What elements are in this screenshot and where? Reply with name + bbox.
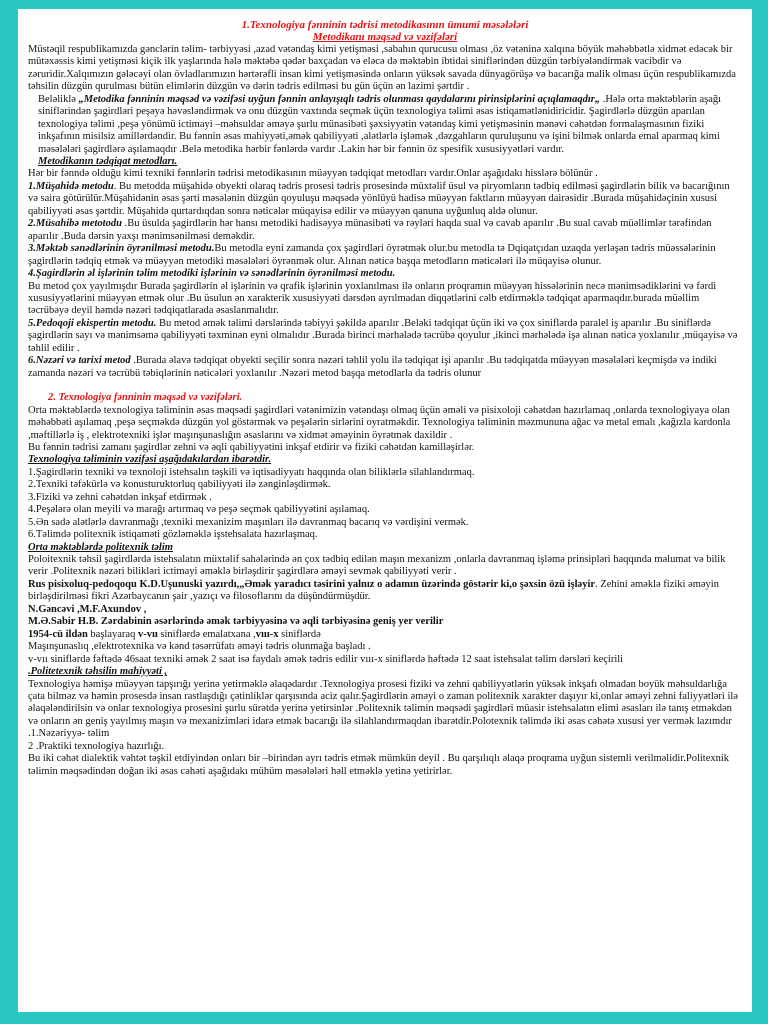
section-2-paragraph-2: Bu fənnin tədrisi zamanı şagirdlər zehni və əqli qabiliyyətini inkşaf etdirir və fiziki cəhətdən kamilləşirlər. [28,441,475,453]
year-1954-line [28,629,742,641]
task-item-2: 2.Texniki təfəkürlə və konusturuktorluq qabiliyyəti ilə zənginləşdirmək. [28,479,331,491]
method-2-text: .Bu üsulda şagirdlərin hər hansı metodiki hadisəyyə münasibəti və rəyləri haqda sual və cavab aparılır .Bu sual cavab müəllimlər tərəfindən aparılır .Buda dərsin yaxşı mənimsənilməsi deməkdir. [28,218,712,242]
tasks-heading: Texnologiya təliminin vəzifəsi aşağıdakılardan ibarətdir. [28,454,272,466]
polytechnic-paragraph-2: . Zehini əməklə fiziki əməyin birləşdirilməsi fikri Azərbaycanın şair ,yazıçı və filosoflarını da düşündürmüşdür. [28,578,719,603]
method-4-title: 4.Şagirdlərin əl işlərinin təlim metodiki işlərinin və sənədlərinin öyrənilməsi metodu. [28,268,396,280]
grades-viii-x: vııı-x [255,628,279,640]
polytechnic-heading: Orta məktəblərdə politexnik təlim [28,541,173,553]
method-5-text: Bu metod əmək təlimi dərslərində təbiyyi şəkildə aparılır .Beləki tədqiqat üçün iki və çox siniflərdə paralel iş aparılır .Bu siniflərdə şagirdlərin sayı və mənimsəmə qabiliyyəti təxminən eyni olmalıdır .Burada birinci mərhələdə təcrübə qoyulur ,ikinci mərhələdə işə alınan nəticə yoxlanılır ,müqayisə və təhlil edilir . [28,317,738,354]
document-body [28,19,742,778]
method-1-title: 1.Müşahidə metodu [28,180,114,192]
intro-paragraph: Müstəqil respublikamızda gənclərin təlim- tərbiyyəsi ,azad vətəndaş kimi yetişməsi ,sabahın qurucusu olması ,öz vətəninə xalqına böyük məhəbbətlə xidmət edəcək bir mütəxəssis kimi yetişməsi kiçik ilk yaşlarında hələ məktəbə qədər baxçadan və eləcə də məktəbin ibtidai siniflərindən düzgün tərbiyələndirmək vacibdir və zəruridir.Xalqımızın gələcəyi olan övladlarımızın hərtərəfli insan kimi yetişməsində onların yüksək savada dünyagörüşə və bacarığa malik olması üçün respublikamızda təhsilin düzgün qurulması bütün elimlərin düzgün və dərin tədris edilməsi bu gün üçün ən lazimi şərtdir . [28,43,736,93]
task-item-3: 3.Fiziki və zehni cəhətdən inkşaf etdirmək . [28,491,212,503]
polytechnic-paragraph-3: Maşınşunaslıq ,elektrotexnika və kənd təsərrüfatı əməyi tədris olunmağa başladı . [28,641,371,653]
year-1954: 1954-cü ildən [28,628,88,640]
section-2-heading: 2. Texnologiya fənninin məqsəd və vəzifələri. [48,392,243,404]
method-6-title: 6.Nəzəri və tarixi metod [28,355,131,367]
methodology-lead: Beləliklə [38,93,76,105]
document-page [18,9,752,1012]
polytechnic-paragraph-4: v-vıı siniflərdə fəftədə 46saat texniki əmək 2 saat isə faydalı əmək tədris edilir vııı-x siniflərdə həftədə 12 saat istehsalat təlim dərsləri keçirili [28,653,624,665]
method-4-text: Bu metod çox yayılmışdır Burada şagirdlərin əl işlərinin və qrafik işlərinin yoxlanılması ilə onların proqramın müəyyən hissələrinin necə mənimsədiklərini və fərdi xususiyyətlərini müəyyən etmək olur .Bu üsulun ən xarakterik xususiyyəti dərsdən ayrılmadan diqqətlərini cəlb etdirməklə tədqiqat aparmaqdır.burada müəllim təcrübəyə deyil həmdə nəzəri tədqiqatlarada əsaslanmalıdır. [28,280,717,317]
authors-line-2: M.Ə.Sabir H.B. Zərdabinin əsərlərində əmək tərbiyyəsinə və əqli tərbiyəsinə geniş yer verilir [28,616,444,628]
polytechnic-paragraph-1: Poloitexnik təhsil şagirdlərdə istehsalatın müxtəlif sahələrində ən çox tədbiq edilən maşın mexanizm ,onlarla davranmaq işləmə prinsipləri haqqında məlumat və bilik verir .Politexnik nəzəri bilikləri ictimayi əməklə birləşdirir şagirdlərə əməyi sevmək qabiliyyəti verir . [28,554,726,578]
year-1954-text-b: siniflərdə emalatxana , [157,628,256,640]
doc-title: 1.Texnologiya fənninin tədrisi metodikasının ümumi məsələləri [241,19,529,31]
method-1 [28,181,742,218]
methodology-rest: .Hələ orta məktəblərin aşağı siniflərindən şagirdləri peşəyə həvəsləndirmək və onu düzgün vaxtında seçmək üçün texnologiya təlimi əsas istiqamətlənidiricidir. Şagirdlərlə düzgün aparılan texnologiya təlimi ,peşə yönümü ictimayi –məhsuldar əməyə şurlu münasibəti şəxsiyyətin vətəndaş kimi yetişməsinin mənəvi cəhətdən formalaşmasının fiziki inkşafının misilsiz amillərdəndir. Bu fənnin əsas mahiyyəti,əmək qabiliyyəti ,alətlərlə işləmək ,dəzgahların quruluşunu və işini bilmək onlarda emal aparmaq kimi məsələləri şagirdlərə aşılamaqdır .Belə metodika hərbir fənlərdə vardır .Lakin hər bir fənnin öz spesifik xususiyyətləri vardır. [38,93,722,155]
method-2 [28,218,742,243]
ushinsky-quote: Rus pisixoluq-pedoqoqu K.D.Uşunuski yazırdı,„Əmək yaradıcı təsirini yalnız o adamın üzərində göstərir ki,o şəxsin özü işləyir [28,578,596,590]
task-item-6: 6.Təlimdə politexnik istiqaməti gözləməklə işstehsalata hazırlaşmaq. [28,529,318,541]
methodology-definition: „Metodika fənninin məqsəd və vəzifəsi uyğun fənnin anlayışıqlı tədris olunması qaydalarını pirinsiplərini açıqlamaqdır„ [75,93,601,105]
methodology-paragraph [28,94,742,156]
grades-v-vii: v-vıı [137,628,158,640]
method-5-title: 5.Pedoqoji ekispertin metodu. [28,317,157,329]
task-item-1: 1.Şagirdlərin texniki və texnoloji istehsalın təşkili və iqtisadiyyatı haqqında olan biliklərlə silahlandırmaq. [28,466,475,478]
doc-subtitle: Metodikanı məqsəd və vəzifələri [312,31,458,44]
method-3-text: Bu metodla eyni zamanda çox şagirdləri öyrətmək olur.bu metodla tə Dqiqatçıdan uzaqda yerləşən tədris müəssələrinin şagirdlərin tədqiq etmək və müəyyən metodiki məsələləri öyrənmək olur. Alınan nəticə başqa metodların məticələri ilə müqayisə olunur. [28,243,716,267]
section-2-paragraph-1: Orta məktəblərdə texnologiya təliminin əsas məqsədi şagirdləri vətənimizin vətəndaşı olmaq üçün əməli və pisixoloji cəhətdən hazırlamaq ,onlarda texnologiyaya olan məhəbbəti aşılamaq ,peşə seçməkdə düzgün yol göstərmək və peşələrin sirlərini oyratməkdir. Texnologiya təliminin məzmununa ağac və metal emalı ,kağızla kardonla ,məftillərlə iş , elektrotexniki işlər maşınşunaslığın əsaslarını və xidmət əməyinin öyrətmək daxildir . [28,404,731,441]
method-3-title: 3.Məktəb sənədlərinin öyrənilməsi metodu. [28,243,215,255]
task-item-5: 5.Ən sadə alətlərlə davranmağı ,texniki mexanizim maşınları ilə davranmaq bacarıq və vərdişini vermək. [28,516,469,528]
method-6-text: .Burada əlavə tədqiqat obyekti seçilir sonra nəzəri təhlil yolu ilə tədqiqat işi aparılır .Bu tədqiqatda müəyyən məsələləri keçmişdə və indiki zamanda nəzəri və təcrübü təbiqlərinin nəticələri yoxlanılır .Nəzəri metod başqa metodlarla da tədris olunur [28,355,717,379]
task-item-4: 4.Peşələrə olan meyili və marağı artırmaq və peşə seçmək qabiliyyətini aşılamaq. [28,504,370,516]
method-1-text: . Bu metodda müşahidə obyekti olaraq tədris prosesi tədris prosesində müxtəlif üsul və piryomların tədbiq edilməsi şagirdlərin bilik və bacarığının və saira götürülür.Müşahidənin əsas şərti məsələnin düzgün qoyuluşu məqsədə yönlüyü hadisə müəyyən faktların müəyyən dairəsidir .Burada müşahidəçinin xususi qabiliyyəti əsas şərtdir. Müşahidə qurtardıqdan sonra nəticələr müqayisə edilir və müəyyən qanuna uyğunluq aldə olunur. [28,180,730,217]
polytechnic-quote-paragraph [28,579,742,604]
method-5 [28,318,742,355]
method-3 [28,243,742,268]
final-paragraph: Bu iki cəhət dialektik vəhtət təşkil etdiyindən onları bir –birindən ayrı tədris etmək mümkün deyil . Bu qarşılıqlı əlaqə proqrama uyğun sistemli verilməlidir.Politexnik təlimin məqsədindən doğan iki əsas cəhəti aşağıdakı mühüm məsələləri həll etməklə yetinə yetirirlər. [28,753,730,777]
essence-paragraph: Texnologiya həmişə müəyyən tapşırığı yerinə yetirməklə əlaqədardır .Texnologiya prosesi fiziki və zehni qabiliyyətlərin yüksək inkşafı olmadan boyük məhsuldarlığa çata bilməz və həmin prosesdə insan rastlaşdığı çətinliklər qarşısında aciz qalır.Şagirdlərin əməyi o zaman politexnik xarakter daşıyır ki,onlar əməyi zehni faliyyətləri ilə əlaqələndirilsin və onlar texnologiya prosesini şurlu sürətdə yerinə yetirsinlər .Politexnik təlimin məqsədi şagirdləri müasir istehsalatın elimi əsasları ilə tanış etməkdən və onların ən geniş yayılmış maşın və mexanizimləri idarə etmək bacarığı ilə silahlandırmaqdan ibarətdir.Polotexnik təlimdə iki əsas cəhətə xususi yer vermək lazımdır .1.Nəzəriyyə- təlim [28,678,738,740]
method-6 [28,355,742,380]
year-1954-text-a: başlayaraq [87,628,138,640]
methods-intro: Hər bir fənndə olduğu kimi texniki fənnlərin tədrisi metodikasının müəyyən tədqiqat metodları vardır.Onlar aşağıdakı hisslərə bölünür . [28,168,598,180]
essence-item-2: 2 .Praktiki texnologiya hazırlığı. [28,740,165,752]
essence-heading: .Politetexnik təhsilin mahiyyəti , [28,666,168,678]
year-1954-text-c: siniflərdə [278,628,321,640]
method-2-title: 2.Müsahibə metotodu [28,218,122,230]
methods-heading: Metodikanın tədqiqat metodları. [38,155,178,167]
authors-line-1: N.Gəncəvi ,M.F.Axundov , [28,603,147,615]
